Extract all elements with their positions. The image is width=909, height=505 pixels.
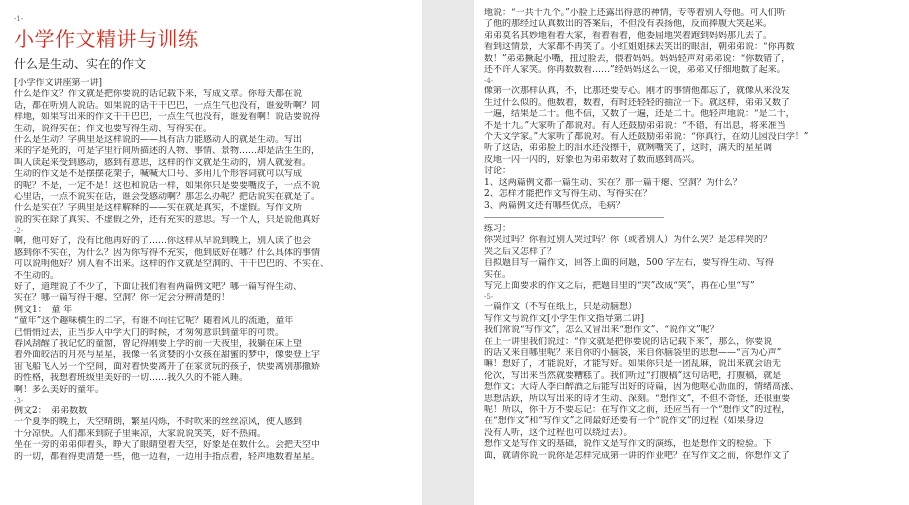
text-line: 一遍，结果是二十。他不信，又数了一遍，还是二十。他轻声地说：“是二十， bbox=[484, 109, 795, 120]
text-line: 1、这两篇例文都一篇生动、实在？那一篇干瘪、空洞？为什么？ bbox=[484, 177, 742, 188]
text-line: 的呢？不是，一定不是！这也和说话一样，如果你只是要要嘴皮子，一点不说 bbox=[14, 180, 321, 191]
text-line: 想作文是写作文的基础，说作文是写作文的演练，也是想作文的检验。下 bbox=[484, 439, 773, 450]
text-line: 坐在一旁的弟弟仰着头，睁大了眼睛望着天空，好象是在数什么。会把天空中 bbox=[14, 440, 321, 451]
text-line: 地说：“一共十九个。”小脸上还露出得意的神情，专等着别人夸他。可人们听 bbox=[484, 8, 786, 18]
text-line: 什么是实在？字典里是这样解释的——实在就是真实，不虚假。写作文所 bbox=[14, 203, 303, 214]
text-line: 写作文与说作文[小学生作文指导第二讲] bbox=[484, 313, 645, 324]
text-line: 的性格，我想着班级里美好的一切……我久久的不能入睡。 bbox=[14, 373, 249, 384]
divider bbox=[484, 217, 664, 218]
text-line: 想作文；大诗人李白醉酒之后能写出好的诗篇，因为他呕心沥血的，情绪高涨、 bbox=[484, 382, 800, 393]
text-line: 什么是作文？作文就是把你要说的话记载下来，写成文章。你每天都在说 bbox=[14, 89, 303, 100]
text-line: 3、两篇例文还有哪些优点，毛病？ bbox=[484, 200, 625, 211]
text-line: 例文1： 童 年 bbox=[14, 304, 73, 315]
text-line: “童年”这个趣味横生的二字，有谁不向往它呢？随着风儿的流逝，童年 bbox=[14, 316, 294, 327]
text-line: [小学作文讲座第一讲] bbox=[14, 78, 103, 88]
text-line: 看到这情景，大家都不再笑了。小红姐姐抹去笑出的眼泪，朝弟弟说：“你再数 bbox=[484, 42, 795, 53]
text-line: 不生动的。 bbox=[14, 270, 60, 281]
text-line: 还不许人家笑。你再数数看……”经妈妈这么一说，弟弟又仔细地数了起来。 bbox=[484, 65, 786, 76]
text-line: 着外面皎洁的月亮与星星，我像一名贪婪的小女孩在甜蜜的梦中，像要登上宇 bbox=[14, 350, 321, 361]
text-line: 在“想作文”和“写作文”之间最好还要有一个“说作文”的过程（如果身边 bbox=[484, 416, 764, 427]
text-line: 心里话，一点不说实在话，谁会受感动啊？那怎么办呢？把话说实在就是了。 bbox=[14, 192, 321, 203]
text-line: 生动的作文是不是摆摆花架子，喊喊大口号、多用几个形容词就可以写成 bbox=[14, 169, 303, 180]
text-line: 已悄悄过去，正当步入中学大门的时候，才匆匆意识到童年的可贵。 bbox=[14, 327, 285, 338]
text-line: 弟弟莫名其妙地看着大家，看着看着，他委屈地哭着跑到妈妈那儿去了。 bbox=[484, 30, 773, 41]
document-subtitle: 什么是生动、实在的作文 bbox=[14, 57, 147, 71]
text-line: 伦次，写出来当然就要糟糕了。我们听过“打腹稿”这句话吧，打腹稿，就是 bbox=[484, 370, 782, 381]
text-line: 来的字是死的，可是字里行间所描述的人物、事情、景物……却是活生生的， bbox=[14, 146, 321, 157]
text-line: 呢！所以，你千万不要忘记：在写作文之前，还应当有一个“想作文”的过程， bbox=[484, 405, 791, 415]
text-line: 春风刮醒了我记忆的童窗，曾记得刚要上学的前一天夜里，我躺在床上望 bbox=[14, 338, 303, 349]
right-page bbox=[474, 0, 909, 505]
text-line: 讨论： bbox=[484, 166, 512, 177]
text-block bbox=[14, 78, 414, 226]
text-line: 在上一讲里我们说过：“作文就是把你要说的话记载下来”，那么，你要说 bbox=[484, 336, 773, 347]
text-line: 可以说明他好？别人看不出来。这样的作文就是空洞的、干干巴巴的、不实在、 bbox=[14, 259, 330, 270]
text-line: 嘛！想好了，才能说好，才能写好。如果你只是一团乱麻，说出来就会语无 bbox=[484, 359, 782, 370]
left-page bbox=[0, 0, 422, 505]
text-line: 自拟题目写一篇作文，回答上面的问题，500 字左右，要写得生动、写得 bbox=[484, 258, 775, 269]
text-line: 什么是生动？字典里是这样说的——具有活力能感动人的就是生动。写出 bbox=[14, 135, 303, 146]
page-number: -2- bbox=[14, 227, 24, 236]
page-number: -4- bbox=[484, 77, 494, 86]
page-number: -3- bbox=[14, 396, 24, 405]
text-line: 写完上面要求的作文之后，把题目里的“哭”改成“笑”，再在心里“写” bbox=[484, 280, 755, 291]
text-block bbox=[14, 406, 414, 463]
text-line: 宙飞船飞入另一个空间，面对着快要离开了在家贪玩的孩子，快要离别那撒娇 bbox=[14, 361, 321, 372]
text-block bbox=[14, 236, 414, 396]
text-line: 我们常说“写作文”，怎么又冒出来“想作文”、“说作文”呢？ bbox=[484, 325, 719, 336]
text-line: 一个夏季的晚上，天空晴朗，繁星闪烁，不时吹来的丝丝凉风，使人感到 bbox=[14, 417, 303, 428]
page-number: -1- bbox=[14, 15, 24, 23]
text-line: 十分凉快。人们都来到院子里乘凉，大家说说笑笑，好不热闹。 bbox=[14, 428, 267, 439]
text-line: 样地，如果写出来的作文干干巴巴，一点生气也没有，谁爱看啊！说话要说得 bbox=[14, 112, 321, 123]
text-line: 了他的那经过认真数出的答案后，不但没有表扬他，反而捧腹大笑起来。 bbox=[484, 19, 773, 30]
text-block bbox=[484, 86, 903, 211]
text-line: 叫人读起来受到感动，感到有意思，这样的作文就是生动的，别人就爱看。 bbox=[14, 157, 312, 168]
text-block bbox=[484, 224, 903, 292]
text-line: 练习： bbox=[484, 223, 512, 234]
text-line: 听了这话，弟弟脸上的泪水还没擦干，就咧嘴笑了，这时，满天的星星调 bbox=[484, 143, 773, 154]
text-line: 数！”弟弟撅起小嘴，扭过脸去，偎着妈妈。妈妈轻声对弟弟说：“你数错了， bbox=[484, 53, 791, 64]
text-line: 实在？哪一篇写得干瘪、空洞？你一定会分辨清楚的！ bbox=[14, 293, 231, 304]
document-title: 小学作文精讲与训练 bbox=[14, 27, 199, 51]
text-line: 啊！多么美好的童年。 bbox=[14, 384, 105, 395]
text-line: 面，就请你说一说你是怎样完成第一讲的作业吧？在写作文之前，你想作文了 bbox=[484, 450, 791, 461]
text-line: 不是十九。”大家听了都说对。有人还鼓励弟弟说：“不错，有出息，将来准当 bbox=[484, 120, 786, 131]
text-line: 话，都在听别人说话。如果说的话干干巴巴，一点生气也没有，谁爱听啊？同 bbox=[14, 100, 321, 111]
text-line: 像第一次那样认真，不，比那还要专心。刚才的事情他都忘了，就像从来没发 bbox=[484, 86, 791, 97]
text-line: 皮地一闪一闪的，好象也为弟弟数对了数而感到高兴。 bbox=[484, 154, 701, 165]
text-block bbox=[484, 8, 903, 76]
text-line: 2、怎样才能把作文写得生动、写得实在？ bbox=[484, 189, 652, 200]
text-line: 个天文学家。”大家听了都说对。有人还鼓励弟弟说：“你真行，在幼儿园没白学！” bbox=[484, 132, 809, 143]
text-line: 没有人听，这个过程也可以绕过去）。 bbox=[484, 427, 633, 438]
text-line: 思想活跃，所以写出来的诗才生动、深刻。“想作文”，不但不奇怪，还很重要 bbox=[484, 393, 791, 404]
text-line: 的一切，都看得更清楚一些，他一边看，一边用手指点着，轻声地数着星星。 bbox=[14, 451, 321, 462]
text-line: 生动，说得实在；作文也要写得生动、写得实在。 bbox=[14, 123, 213, 134]
text-line: 一篇作文（不写在纸上，只是动脑想） bbox=[484, 302, 638, 313]
text-line: 好了，道理说了不少了，下面让我们看看两篇例文吧？哪一篇写得生动、 bbox=[14, 281, 303, 292]
text-line: 你哭过吗？你看过别人哭过吗？你（或者别人）为什么哭？是怎样哭的？ bbox=[484, 235, 773, 246]
text-line: 说的实在除了真实、不虚假之外，还有充实的意思。写一个人，只是说他真好 bbox=[14, 214, 321, 225]
text-line: 实在。 bbox=[484, 269, 512, 280]
text-line: 感到你不实在，为什么？因为你写得不充实，他到底好在哪？什么具体的事情 bbox=[14, 247, 321, 258]
text-line: 例文2： 弟弟数数 bbox=[14, 405, 88, 416]
text-line: 的话又来自哪里呢？来自你的小脑袋，来自你脑袋里的思想——“言为心声” bbox=[484, 347, 782, 358]
text-line: 生过什么似的。他数着，数着，有时还轻轻的抽泣一下。就这样，弟弟又数了 bbox=[484, 97, 791, 108]
text-block bbox=[484, 302, 903, 462]
text-line: 哭之后又怎样了？ bbox=[484, 246, 557, 257]
page-number: -5- bbox=[484, 293, 494, 302]
text-line: 啊，他可好了，没有比他再好的了……你这样从早说到晚上，别人读了也会 bbox=[14, 236, 312, 247]
